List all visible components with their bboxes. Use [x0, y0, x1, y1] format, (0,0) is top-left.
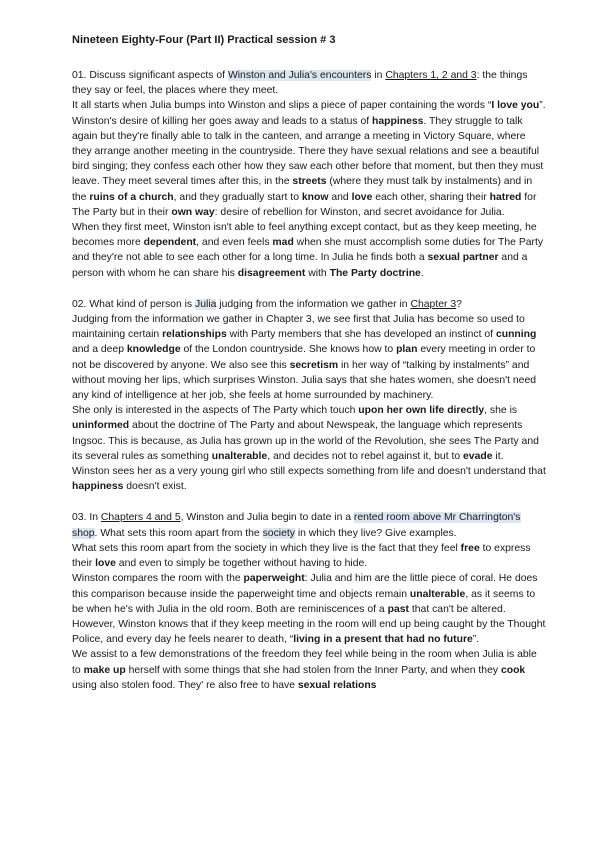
answer-2-paragraph-2: She only is interested in the aspects of The Party which touch upon her own life directly, she is uninformed about the doctrine of The Party and about Newspeak, the language which represents Ingsoc. This is because, as Julia has grown up in the world of the Revolution, she sees The Party and its several rules as something unalterable, and decides not to rebel against it, but to evade it.: [72, 405, 539, 462]
question-3: 03. In Chapters 4 and 5, Winston and Julia begin to date in a rented room above Mr Charrington's shop. What sets this room apart from the society in which they live? Give examples.: [72, 512, 521, 539]
answer-3-paragraph-3: However, Winston knows that if they keep meeting in the room will end up being caught by the Thought Police, and every day he feels nearer to death, “living in a present that had no future”.: [72, 618, 546, 646]
q1-suffix: : the things they say or feel, the places where they meet.: [72, 70, 528, 97]
answer-3-paragraph-1: What sets this room apart from the society in which they live is the fact that they feel free to express their love and even to simply be together without having to hide.: [72, 542, 531, 570]
answer-2-paragraph-3: Winston sees her as a very young girl who still expects something from life and doesn't understand that happiness doesn't exist.: [72, 466, 546, 493]
answer-2-paragraph-1: Judging from the information we gather in Chapter 3, we see first that Julia has become so used to maintaining certain relationships with Party members that she has developed an instinct of cunning and a deep knowledge of the London countryside. She knows how to plan every meeting in order to not be discovered by anyone. We also see this secretism in her way of “talking by instalments” and without moving her lips, which surprises Winston. Julia says that she hates women, she doesn't need any kind of intelligence at her job, she feels at home surrounded by machinery.: [72, 314, 537, 402]
q1-prefix: 01. Discuss significant aspects of: [72, 70, 228, 81]
q2-highlight: Julia: [195, 298, 217, 310]
q1-chapter-link[interactable]: Chapters 1, 2 and 3: [385, 70, 477, 81]
answer-3-paragraph-2: Winston compares the room with the paperweight: Julia and him are the little piece of coral. He does this comparison because inside the paperweight time and objects remain unalterable, as it seems to be when he's with Julia in the old room. Both are reminiscences of a past that can't be altered.: [72, 573, 538, 615]
question-2: 02. What kind of person is Julia judging from the information we gather in Chapter 3?: [72, 298, 462, 310]
q3-highlight: rented room above Mr Charrington's shop: [72, 512, 521, 539]
q3-highlight-society: society: [262, 527, 295, 539]
q3-chapter-link[interactable]: Chapters 4 and 5: [100, 512, 181, 524]
answer-1-paragraph-2: When they first meet, Winston isn't able to feel anything except contact, but as they keep meeting, he becomes more dependent, and even feels mad when she must accomplish some duties for The Party and they're not able to see each other for a long time. In Julia he finds both a sexual partner and a person with whom he can share his disagreement with The Party doctrine.: [72, 222, 544, 279]
question-1: [72, 68, 548, 98]
answer-1-paragraph-1: It all starts when Julia bumps into Winston and slips a piece of paper containing the words “I love you”. Winston's desire of killing her goes away and leads to a status of happiness. They struggle to talk again but they're finally able to talk in the canteen, and arrange a meeting in Victory Square, where they arrange another meeting in the countryside. There they have sexual relations and see a beautiful bird singing; they confess each other how they saw each other before that moment, but then they must leave. They meet several times after this, in the streets (where they must talk by instalments) and in the ruins of a church, and they gradually start to know and love each other, sharing their hatred for The Party but in their own way: desire of rebellion for Winston, and secret avoidance for Julia.: [72, 100, 546, 218]
q1-highlight: Winston and Julia's encounters: [227, 70, 372, 81]
document-title: Nineteen Eighty-Four (Part II) Practical session # 3: [72, 34, 336, 46]
answer-3-paragraph-4: We assist to a few demonstrations of the freedom they feel while being in the room when Julia is able to make up herself with some things that she had stolen from the Inner Party, and when they cook using also stolen food. They' re also free to have sexual relations: [72, 649, 537, 691]
q1-mid: in: [371, 70, 386, 81]
q2-chapter-link[interactable]: Chapter 3: [410, 298, 457, 310]
